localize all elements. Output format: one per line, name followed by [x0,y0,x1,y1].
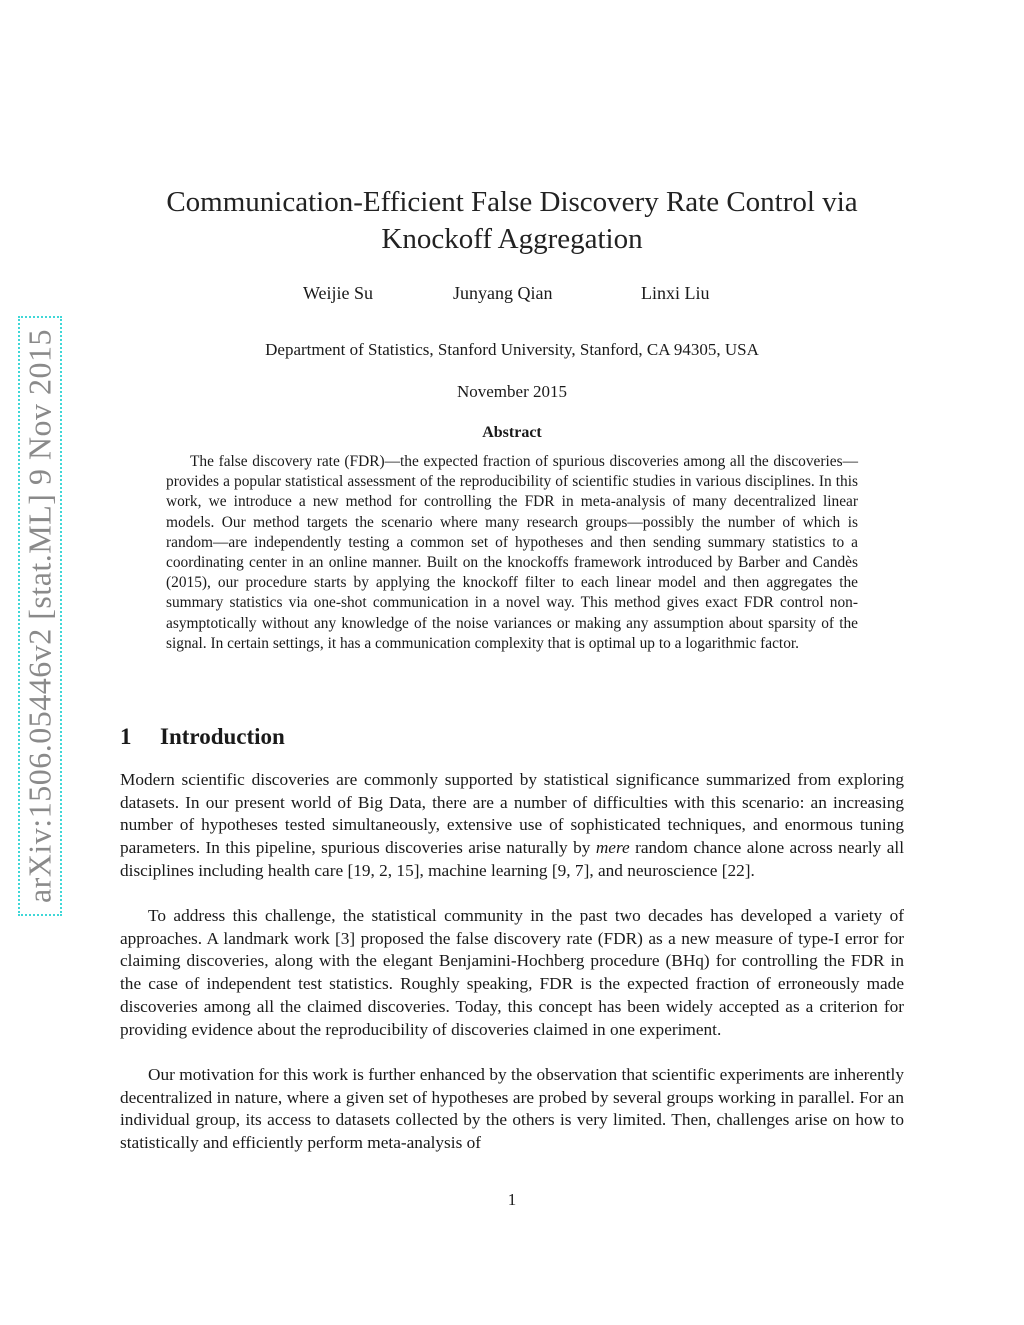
intro-paragraph-2: To address this challenge, the statistical community in the past two decades has developed a variety of approaches. A landmark work [3] proposed the false discovery rate (FDR) as a new measure of type-I error for claiming discoveries, along with the elegant Benjamini-Hochberg procedure (BHq) for controlling the FDR in the case of independent test statistics. Roughly speaking, FDR is the expected fraction of erroneously made discoveries among all the claimed discoveries. Today, this concept has been widely accepted as a criterion for providing evidence about the reproducibility of discoveries claimed in one experiment. [120,906,904,1039]
author-name: Junyang Qian [453,283,553,303]
affiliation: Department of Statistics, Stanford University, Stanford, CA 94305, USA [265,340,759,359]
publication-date: November 2015 [456,382,567,401]
abstract-heading: Abstract [482,424,542,441]
section-heading [120,724,904,750]
emphasis-text: mere [595,838,630,858]
abstract-text: The false discovery rate (FDR)—the expected fraction of spurious discoveries among all the discoveries—provides a popular statistical assessment of the reproducibility of scientific studies in various disciplines. In this work, we introduce a new method for controlling the FDR in meta-analysis of many decentralized linear models. Our method targets the scenario where many research groups—possibly the number of which is random—are independently testing a common set of hypotheses and then sending summary statistics to a coordinating center in an online manner. Built on the knockoffs framework introduced by Barber and Candès (2015), our procedure starts by applying the knockoff filter to each linear model and then aggregates the summary statistics via one-shot communication in a novel way. This method gives exact FDR control non-asymptotically without any knowledge of the noise variances or making any assumption about sparsity of the signal. In certain settings, it has a communication complexity that is optimal up to a logarithmic factor. [166,453,858,652]
paper-title [120,184,904,258]
arxiv-id: arXiv:1506.05446v2 [stat.ML] 9 Nov 2015 [21,328,58,904]
section-number: 1 [120,724,132,749]
paragraph-text: random chance alone across nearly all disciplines including health care [19, 2, 15], machine learning [9, 7], and neuroscience [22]. [120,838,904,880]
paragraph-text: Modern scientific discoveries are commonly supported by statistical significance summarized from exploring datasets. In our present world of Big Data, there are a number of difficulties with this scenario: an increasing number of hypotheses tested simultaneously, extensive use of sophisticated techniques, and enormous tuning parameters. In this pipeline, spurious discoveries arise naturally by [120,770,904,858]
title-line-2: Knockoff Aggregation [381,223,643,255]
author-list [120,283,904,307]
arxiv-stamp [18,316,62,916]
author-name: Linxi Liu [641,283,710,303]
title-line-1: Communication-Efficient False Discovery Rate Control via [166,186,858,218]
page-number: 1 [507,1190,517,1209]
section-title: Introduction [160,724,285,749]
intro-paragraph-1 [120,769,904,883]
author-name: Weijie Su [303,283,374,303]
intro-paragraph-3: Our motivation for this work is further enhanced by the observation that scientific experiments are inherently decentralized in nature, where a given set of hypotheses are probed by several groups working in parallel. For an individual group, its access to datasets collected by the others is very limited. Then, challenges arise on how to statistically and efficiently perform meta-analysis of [120,1065,904,1153]
